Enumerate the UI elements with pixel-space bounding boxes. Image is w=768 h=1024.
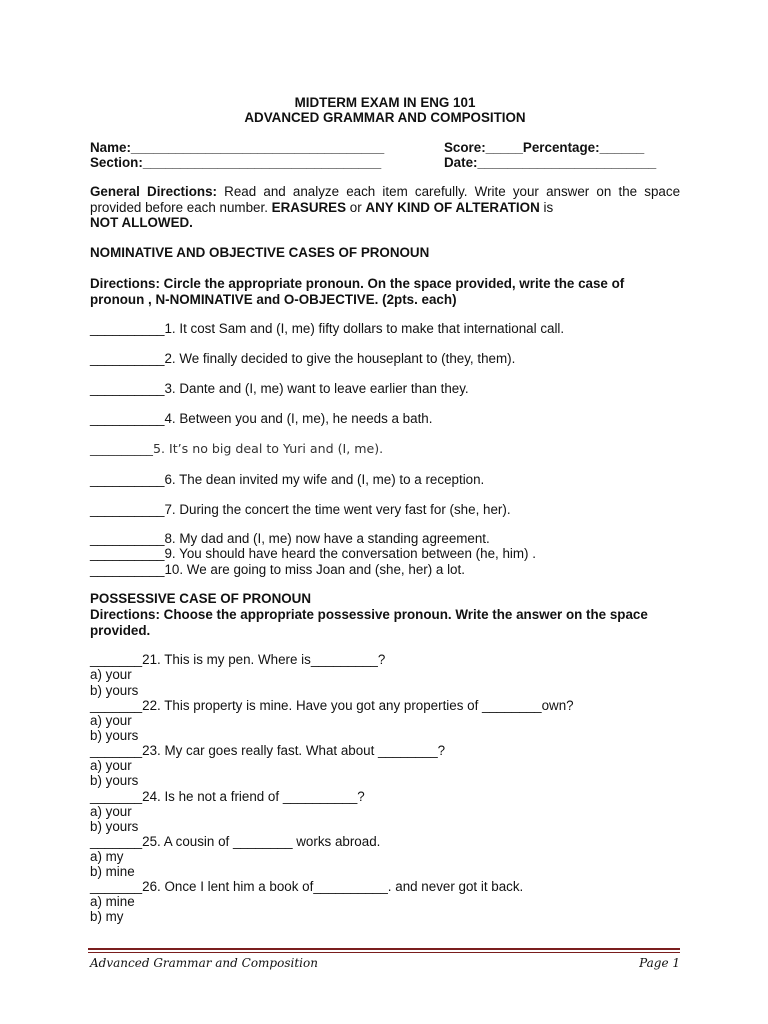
name-field: Name:__________________________________ — [90, 140, 385, 155]
score-field: Score:_____Percentage:______ — [444, 140, 645, 155]
or-text: or — [346, 199, 366, 215]
question-25: _______25. A cousin of ________ works abroad. — [90, 834, 381, 849]
option-a: a) mine — [90, 894, 135, 909]
page-number: Page 1 — [639, 956, 680, 970]
question-22: _______22. This property is mine. Have you got any properties of ________own? — [90, 698, 574, 713]
option-b: b) mine — [90, 864, 135, 879]
section-field: Section:________________________________ — [90, 155, 382, 170]
question-3: __________3. Dante and (I, me) want to leave earlier than they. — [90, 381, 469, 396]
question-9: __________9. You should have heard the conversation between (he, him) . — [90, 546, 536, 561]
alteration-text: ANY KIND OF ALTERATION — [365, 199, 540, 215]
option-a: a) your — [90, 713, 132, 728]
question-7: __________7. During the concert the time went very fast for (she, her). — [90, 502, 511, 517]
question-21: _______21. This is my pen. Where is_________? — [90, 652, 386, 667]
question-23: _______23. My car goes really fast. What about ________? — [90, 743, 446, 758]
section2-heading: POSSESSIVE CASE OF PRONOUN — [90, 591, 311, 606]
section1-heading: NOMINATIVE AND OBJECTIVE CASES OF PRONOUN — [90, 245, 430, 260]
option-a: a) your — [90, 667, 132, 682]
exam-subtitle: ADVANCED GRAMMAR AND COMPOSITION — [244, 110, 526, 125]
option-b: b) yours — [90, 773, 139, 788]
footer-divider — [88, 948, 680, 950]
not-allowed-text: NOT ALLOWED. — [90, 215, 193, 230]
question-5: __________5. It’s no big deal to Yuri and (I, me). — [90, 441, 384, 456]
erasures-text: ERASURES — [271, 199, 347, 215]
footer-title: Advanced Grammar and Composition — [90, 956, 318, 970]
section2-directions: Directions: Choose the appropriate possessive pronoun. Write the answer on the space provided. — [90, 607, 648, 638]
exam-title: MIDTERM EXAM IN ENG 101 — [294, 95, 476, 110]
option-b: b) yours — [90, 819, 139, 834]
general-directions-label: General Directions: — [90, 184, 217, 199]
option-b: b) yours — [90, 683, 139, 698]
question-10: __________10. We are going to miss Joan and (she, her) a lot. — [90, 562, 465, 577]
general-directions — [90, 184, 680, 231]
footer-divider-thin — [88, 952, 680, 953]
option-a: a) my — [90, 849, 124, 864]
section1-directions: Directions: Circle the appropriate pronoun. On the space provided, write the case of pronoun , N-NOMINATIVE and O-OBJECTIVE. (2pts. each) — [90, 276, 625, 307]
option-b: b) yours — [90, 728, 139, 743]
option-a: a) your — [90, 804, 132, 819]
question-6: __________6. The dean invited my wife and (I, me) to a reception. — [90, 472, 485, 487]
question-24: _______24. Is he not a friend of __________? — [90, 789, 365, 804]
is-text: is — [539, 199, 554, 215]
question-26: _______26. Once I lent him a book of__________. and never got it back. — [90, 879, 524, 894]
question-1: __________1. It cost Sam and (I, me) fifty dollars to make that international call. — [90, 321, 565, 336]
general-directions-text: Read and analyze each item carefully. Write your answer on the space provided before each number. — [90, 184, 681, 215]
option-a: a) your — [90, 758, 132, 773]
date-field: Date:________________________ — [444, 155, 657, 170]
question-8: __________8. My dad and (I, me) now have a standing agreement. — [90, 531, 490, 546]
question-4: __________4. Between you and (I, me), he needs a bath. — [90, 411, 433, 426]
option-b: b) my — [90, 909, 124, 924]
question-2: __________2. We finally decided to give the houseplant to (they, them). — [90, 351, 516, 366]
